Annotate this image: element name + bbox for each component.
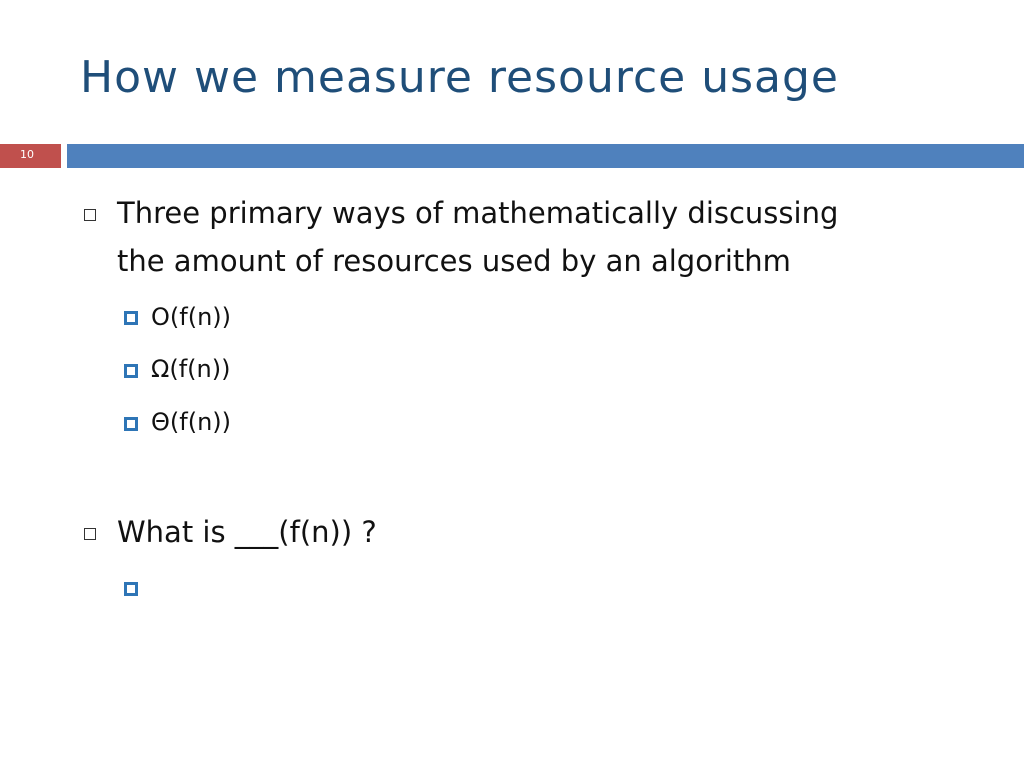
- filled-square-bullet-icon: [124, 311, 138, 325]
- slide-title: How we measure resource usage: [80, 52, 839, 103]
- subitem-big-omega: Ω(f(n)): [151, 355, 231, 383]
- subitem-big-theta: Θ(f(n)): [151, 408, 232, 436]
- bullet-2-text: What is ___(f(n)) ?: [117, 515, 377, 549]
- bullet-1-line-1: Three primary ways of mathematically discussing: [117, 196, 839, 230]
- slide-number: 10: [20, 148, 34, 161]
- hollow-square-bullet-icon: [84, 209, 96, 221]
- filled-square-bullet-icon: [124, 582, 138, 596]
- hollow-square-bullet-icon: [84, 528, 96, 540]
- subitem-big-o: O(f(n)): [151, 303, 232, 331]
- filled-square-bullet-icon: [124, 417, 138, 431]
- bullet-1-line-2: the amount of resources used by an algorithm: [117, 244, 791, 278]
- title-rule-bar: [67, 144, 1024, 168]
- filled-square-bullet-icon: [124, 364, 138, 378]
